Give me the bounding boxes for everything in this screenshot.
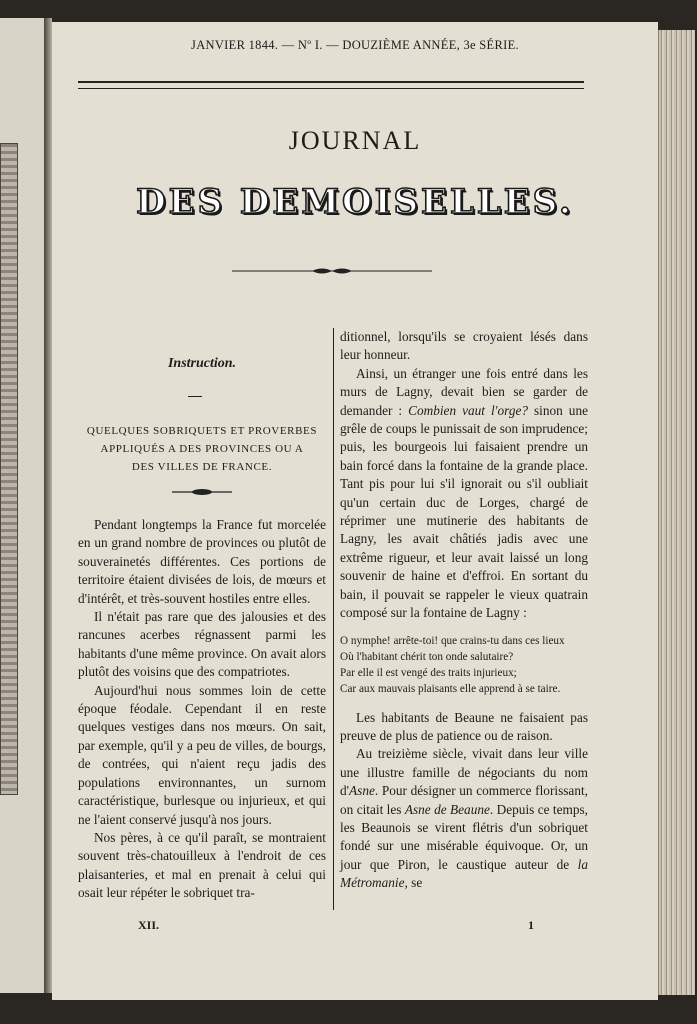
italic-name: Asne [349,783,375,799]
small-ornament [172,488,232,496]
text-run: , se [404,875,423,891]
paragraph: Pendant longtemps la France fut morcelée en un grand nombre de provinces ou plutôt de souverainetés différentes. Ces portions de territoire étaient divisées de lois, de mœurs et d'intérêt, et très-souvent hostiles entre elles. [78,517,326,606]
gutter [44,18,52,993]
right-column [340,328,588,893]
ornament-rule [232,266,432,276]
journal-page [52,22,658,1000]
verse-line: O nymphe! arrête-toi! que crains-tu dans ces lieux [340,634,565,647]
facing-page-engraving [0,143,18,795]
text-run: sinon une grêle de coups le punissait de son imprudence; puis, les bourgeois lui faisaient prendre un bain forcé dans la fontaine de la grande place. Tant pis pour lui s'il ignorait ou s'il oubliait qu'un certain duc de Lorges, chargé de réprimer une mutinerie des habitants de Lagny, les avait châtiés jadis avec une extrême rigueur, et leur avait laissé un long souvenir de haine et d'effroi. En sortant du bain, il pouvait se rappeler le vieux quatrain composé sur la fontaine de Lagny : [340,402,588,621]
paragraph: Aujourd'hui nous sommes loin de cette époque féodale. Cependant il en reste quelques vestiges dans nos mœurs. On sait, par exemple, qu'il y a peu de villes, de bourgs, de contrées, qui n'aient reçu jadis des populations environnantes, un surnom caractéristique, burlesque ou injurieux, et qui ne l'aient conservé jusqu'à nos jours. [78,682,326,827]
section-dash [188,396,202,397]
article-title [78,422,326,476]
paragraph-continuation: ditionnel, lorsqu'ils se croyaient lésés dans leur honneur. [340,329,588,363]
verse-line: Par elle il est vengé des traits injurieux; [340,666,517,679]
article-title-line: APPLIQUÉS A DES PROVINCES OU A [100,443,304,455]
article-title-line: QUELQUES SOBRIQUETS ET PROVERBES [86,425,318,437]
left-column [78,516,326,903]
paragraph-lagny [340,365,588,623]
text-run: Au treizième siècle, vivait dans leur ville une illustre famille de négociants du nom d' [340,746,588,799]
text-run: . Depuis ce temps, les Beaunois se virent flétris d'un sobriquet fondé sur une misérable équivoque. Or, un jour que Piron, le caustique auteur de [340,801,589,872]
quatrain [340,633,588,697]
paragraph: Nos pères, à ce qu'il paraît, se montraient souvent très-chatouilleux à l'endroit de ces plaisanteries, et mal en prenait à celui qui osait leur répéter le sobriquet tra- [78,829,326,901]
double-rule [78,81,584,89]
paragraph: Il n'était pas rare que des jalousies et des rancunes acerbes régnassent parmi les habitants d'une même province. On avait alors plutôt des voisins que des compatriotes. [78,609,326,680]
section-heading: Instruction. [167,356,237,371]
masthead-title: DES DEMOISELLES. [136,182,574,222]
page-edges [658,30,695,995]
article-title-line: DES VILLES DE FRANCE. [131,461,273,473]
column-divider [333,328,334,910]
paragraph: Les habitants de Beaune ne faisaient pas preuve de plus de patience ou de raison. [340,709,588,743]
italic-name: Asne de Beaune [404,801,490,817]
signature-mark: XII. [138,918,160,932]
italic-phrase: Combien vaut l'orge? [408,402,529,418]
text-run: Ainsi, un étranger une fois entré dans les murs de Lagny, devait bien se garder de demander : [340,365,588,418]
masthead-journal: JOURNAL [288,126,422,155]
page-number: 1 [528,918,534,932]
italic-title: la Métromanie [340,856,588,891]
text-run: . Pour désigner un commerce florissant, on citait les [340,783,588,817]
facing-page [0,18,46,993]
running-head: JANVIER 1844. — Nº I. — DOUZIÈME ANNÉE, 3e SÉRIE. [191,38,519,52]
verse-line: Où l'habitant chérit ton onde salutaire? [340,650,514,663]
paragraph-beaune [340,745,588,892]
verse-line: Car aux mauvais plaisants elle apprend à se taire. [340,682,561,695]
